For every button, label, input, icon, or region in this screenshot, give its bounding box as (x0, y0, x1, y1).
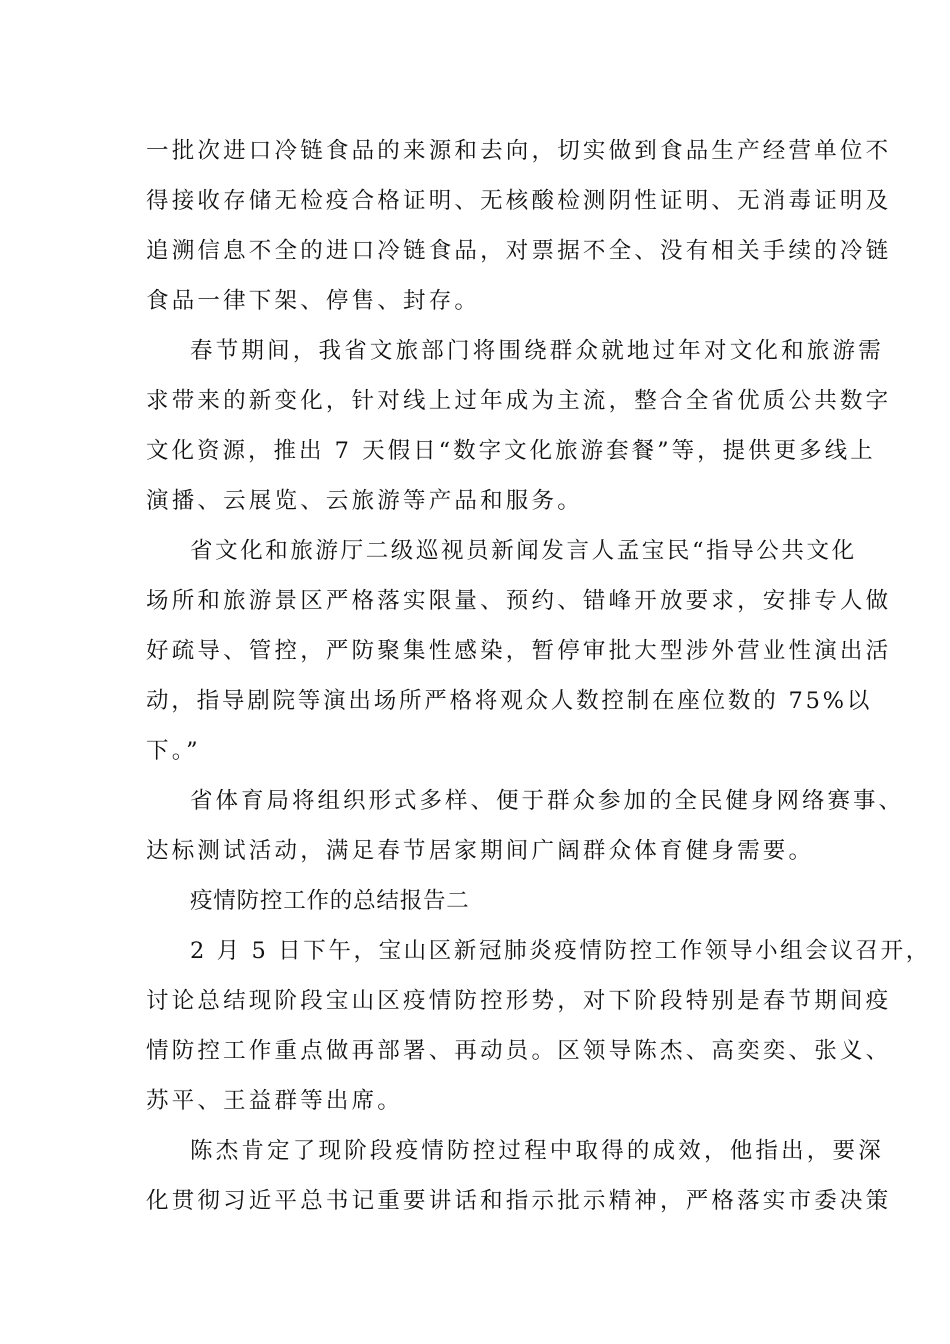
text-line: 下。” (146, 738, 201, 764)
text-line: 好疏导、管控，严防聚集性感染，暂停审批大型涉外营业性演出活 (146, 638, 892, 664)
text-line: 化贯彻习近平总书记重要讲话和指示批示精神，严格落实市委决策 (146, 1188, 892, 1214)
text-line: 得接收存储无检疫合格证明、无核酸检测阴性证明、无消毒证明及 (146, 188, 892, 214)
text-line: 食品一律下架、停售、封存。 (146, 288, 481, 314)
section-heading: 疫情防控工作的总结报告二 (190, 888, 470, 914)
text-line: 场所和旅游景区严格落实限量、预约、错峰开放要求，安排专人做 (146, 588, 892, 614)
text-line: 追溯信息不全的进口冷链食品，对票据不全、没有相关手续的冷链 (146, 238, 892, 264)
text-line: 苏平、王益群等出席。 (146, 1088, 404, 1114)
paragraph-first-line: 陈杰肯定了现阶段疫情防控过程中取得的成效，他指出，要深 (190, 1138, 884, 1164)
text-line: 求带来的新变化，针对线上过年成为主流，整合全省优质公共数字 (146, 388, 892, 414)
text-line: 文化资源，推出 7 天假日“数字文化旅游套餐”等，提供更多线上 (146, 438, 876, 464)
text-line: 达标测试活动，满足春节居家期间广阔群众体育健身需要。 (146, 838, 815, 864)
paragraph-first-line: 2 月 5 日下午，宝山区新冠肺炎疫情防控工作领导小组会议召开， (190, 938, 931, 964)
text-line: 演播、云展览、云旅游等产品和服务。 (146, 488, 583, 514)
paragraph-first-line: 省文化和旅游厅二级巡视员新闻发言人孟宝民“指导公共文化 (190, 538, 857, 564)
text-line: 讨论总结现阶段宝山区疫情防控形势，对下阶段特别是春节期间疫 (146, 988, 892, 1014)
text-line: 动，指导剧院等演出场所严格将观众人数控制在座位数的 75%以 (146, 688, 873, 714)
text-line: 情防控工作重点做再部署、再动员。区领导陈杰、高奕奕、张义、 (146, 1038, 892, 1064)
text-line: 一批次进口冷链食品的来源和去向，切实做到食品生产经营单位不 (146, 138, 892, 164)
paragraph-first-line: 省体育局将组织形式多样、便于群众参加的全民健身网络赛事、 (190, 788, 905, 814)
paragraph-first-line: 春节期间，我省文旅部门将围绕群众就地过年对文化和旅游需 (190, 338, 884, 364)
